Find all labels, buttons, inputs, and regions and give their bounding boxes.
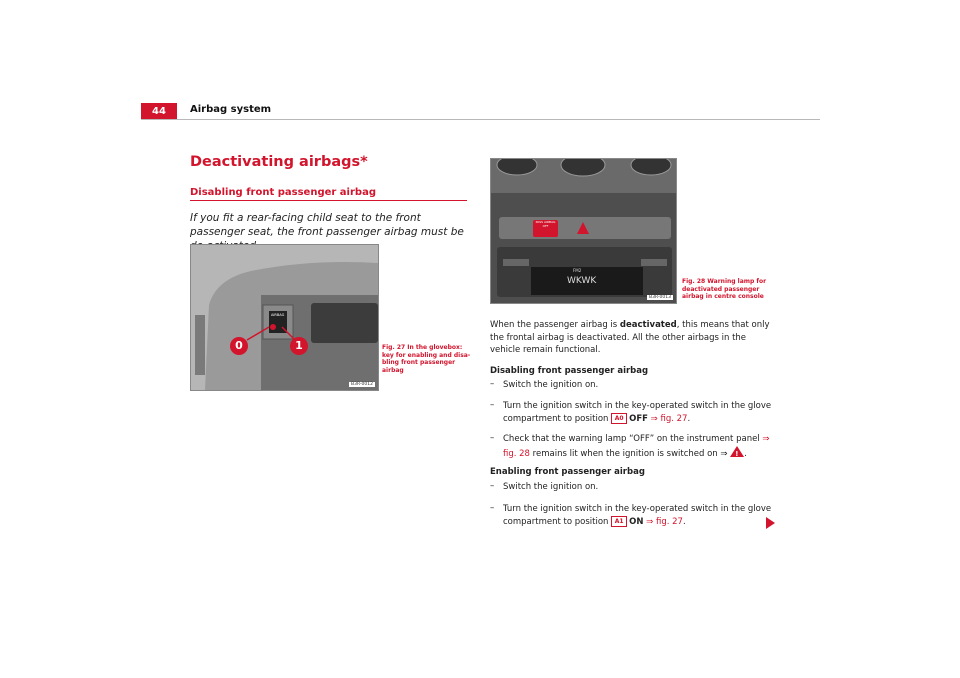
- page-number: 44: [141, 103, 177, 119]
- figure-27-caption: Fig. 27 In the glovebox: key for enabling and disa-bling front passenger airbag: [382, 344, 471, 374]
- figure-28-caption: Fig. 28 Warning lamp for deactivated passenger airbag in centre console: [682, 278, 767, 300]
- position-1-label: 1: [295, 339, 303, 352]
- key-position-a1: A1: [611, 516, 627, 527]
- text-run: .: [744, 448, 747, 459]
- subheading-divider: [190, 200, 467, 201]
- key-position-a0: A0: [611, 413, 627, 424]
- subheading: Disabling front passenger airbag: [190, 187, 376, 198]
- page-heading: Deactivating airbags*: [190, 154, 368, 170]
- radio-band: FM2: [573, 268, 582, 273]
- figure-code: B3R-0012: [351, 382, 373, 387]
- section-title: Airbag system: [190, 104, 272, 115]
- next-page-arrow-icon[interactable]: [766, 517, 775, 529]
- paragraph-deactivated: [490, 319, 775, 357]
- passenger-airbag-off-lamp: PASS AIRBAG OFF: [535, 220, 556, 228]
- disable-step-2: [503, 400, 773, 425]
- radio-station: WKWK: [567, 276, 597, 286]
- fig-27-link[interactable]: ⇒ fig. 27: [646, 516, 683, 527]
- figure-28-console-photo: [490, 158, 677, 304]
- enable-heading: Enabling front passenger airbag: [490, 467, 645, 477]
- enable-step-2: [503, 503, 773, 528]
- bullet-dash: –: [490, 379, 495, 389]
- disable-step-1: Switch the ignition on.: [503, 380, 599, 390]
- disable-step-3: [503, 433, 773, 460]
- text-run: Turn the ignition switch in the key-operated switch in the glove compartment to position: [503, 504, 772, 527]
- bullet-dash: –: [490, 400, 495, 410]
- text-run: .: [687, 413, 691, 424]
- figure-27-glovebox-photo: [190, 244, 379, 391]
- text-run: Turn the ignition switch in the key-operated switch in the glove compartment to position: [503, 401, 772, 424]
- disable-heading: Disabling front passenger airbag: [490, 366, 649, 376]
- text-run-bold: ON: [629, 516, 644, 527]
- text-run: Check that the warning lamp “OFF” on the instrument panel: [503, 434, 763, 444]
- bullet-dash: –: [490, 433, 495, 443]
- header-divider: [141, 119, 820, 120]
- text-run-bold: deactivated: [619, 320, 677, 330]
- intro-text: If you fit a rear-facing child seat to the front passenger seat, the front passenger airbag must be: [190, 212, 464, 238]
- figure-code: B3R-0013: [649, 295, 671, 300]
- warning-icon[interactable]: !: [730, 446, 744, 457]
- bullet-dash: –: [490, 481, 495, 491]
- text-run-bold: OFF: [629, 413, 648, 424]
- text-run: .: [682, 516, 686, 527]
- fig-28-link[interactable]: ⇒ fig. 28: [503, 434, 770, 459]
- text-run: When the passenger airbag is: [490, 320, 620, 330]
- fig-27-link[interactable]: ⇒ fig. 27: [650, 413, 688, 424]
- glovebox-illustration: [191, 245, 378, 390]
- position-0-label: 0: [235, 339, 243, 352]
- text-run: , this means that only the frontal airbag is deactivated. All the other airbags in the vehicle remain functional.: [490, 320, 770, 355]
- bullet-dash: –: [490, 503, 495, 513]
- switch-label: AIRBAG: [271, 313, 285, 317]
- enable-step-1: Switch the ignition on.: [503, 482, 599, 492]
- text-run: remains lit when the ignition is switched on ⇒: [529, 448, 731, 459]
